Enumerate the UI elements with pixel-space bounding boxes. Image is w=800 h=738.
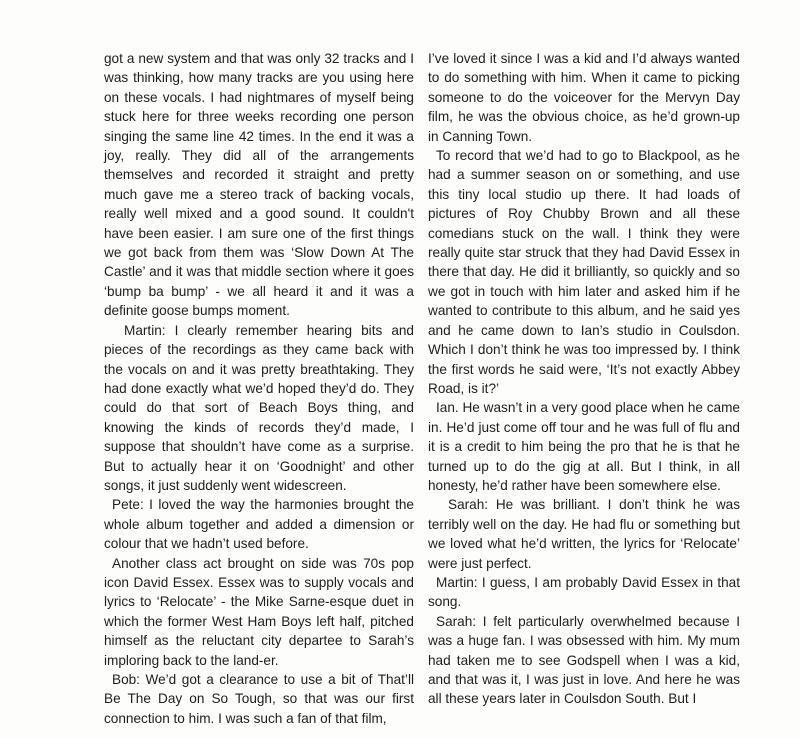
right-column xyxy=(428,49,740,709)
paragraph-bob-clearance: Bob: We’d got a clearance to use a bit of That’ll Be The Day on So Tough, so that was our first connection to him. I was such a fan of that film, xyxy=(104,672,414,726)
paragraph-ian-flu: Ian. He wasn’t in a very good place when he came in. He’d just come off tour and he was full of flu and it is a credit to him being the pro that he is that he turned up to do the gig at all. But I think, in all honesty, he’d rather have been somewhere else. xyxy=(428,400,740,493)
paragraph-sarah-overwhelmed: Sarah: I felt particularly overwhelmed because I was a huge fan. I was obsessed with him. My mum had taken me to see Godspell when I was a kid, and that was it, I was just in love. And here he was all these years later in Coulsdon South. But I xyxy=(428,613,740,707)
paragraph-loved-since-kid: I’ve loved it since I was a kid and I’d always wanted to do something with him. When it came to picking someone to do the voiceover for the Mervyn Day film, he was the obvious choice, as he’d grown-up in Canning Town. xyxy=(428,51,740,144)
left-column xyxy=(104,49,414,728)
paragraph-martin-recordings: Martin: I clearly remember hearing bits and pieces of the recordings as they came back with the vocals on and it was pretty breathtaking. They had done exactly what we’d hoped they’d do. They could do that sort of Beach Boys thing, and knowing the kinds of records they’d made, I suppose that shouldn’t have come as a surprise. But to actually hear it on ‘Goodnight’ and other songs, it just suddenly went widescreen. xyxy=(104,322,414,493)
paragraph-martin-david-essex: Martin: I guess, I am probably David Essex in that song. xyxy=(428,574,740,610)
paragraph-pete-harmonies: Pete: I loved the way the harmonies brought the whole album together and added a dimension or colour that we hadn’t used before. xyxy=(104,497,414,552)
paragraph-system-tracks: got a new system and that was only 32 tracks and I was thinking, how many tracks are you using here on these vocals. I had nightmares of myself being stuck here for three weeks recording one person singing the same line 42 times. In the end it was a joy, really. They did all of the arrangements themselves and recorded it straight and pretty much gave me a stereo track of backing vocals, really well mixed and a good sound. It couldn't have been easier. I am sure one of the first things we got back from them was ‘Slow Down At The Castle’ and it was that middle section where it goes ‘bump ba bump’ - we all heard it and it was a definite goose bumps moment. xyxy=(104,51,414,319)
paragraph-sarah-brilliant: Sarah: He was brilliant. I don’t think he was terribly well on the day. He had flu or something but we loved what he’d written, the lyrics for ‘Relocate’ were just perfect. xyxy=(428,497,740,571)
paragraph-david-essex-intro: Another class act brought on side was 70s pop icon David Essex. Essex was to supply vocals and lyrics to ‘Relocate’ - the Mike Sarne-esque duet in which the former West Ham Boys left half, pitched himself as the reluctant city departee to Sarah’s imploring back to the land-er. xyxy=(104,555,414,668)
paragraph-blackpool-studio: To record that we’d had to go to Blackpool, as he had a summer season on or something, and use this tiny local studio up there. It had loads of pictures of Roy Chubby Brown and all these comedians stuck on the wall. I think they were really quite star struck that they had David Essex in there that day. He did it brilliantly, so quickly and so we got in touch with him later and asked him if he wanted to contribute to this album, and he said yes and he came down to Ian’s studio in Coulsdon. Which I don’t think he was too impressed by. I think the first words he said were, ‘It’s not exactly Abbey Road, is it?’ xyxy=(428,148,740,396)
